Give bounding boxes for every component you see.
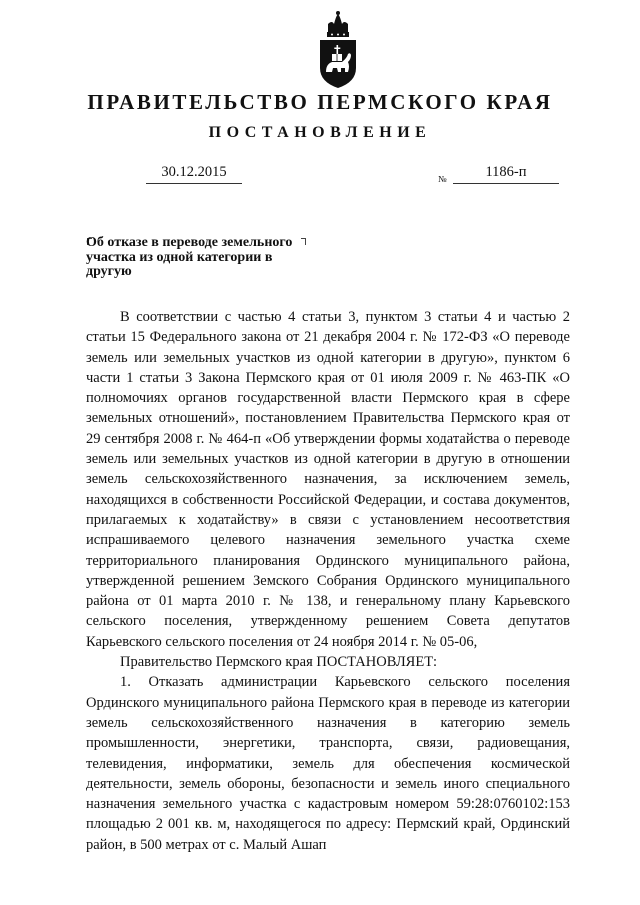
document-type: ПОСТАНОВЛЕНИЕ xyxy=(208,124,432,141)
item-1-paragraph: 1. Отказать администрации Карьевского сельского поселения Ординского муниципального района Пермского края в переводе из категории земель сельскохозяйственного назначения в категорию земель промышленности, энергетики, транспорта, связи, радиовещания, телевидения, информатики, земель для обеспечения космической деятельности, земель обороны, безопасности и земель иного специального назначения земельного участка с кадастровым номером 59:28:0760102:153 площадью 2 001 кв. м, находящегося по адресу: Пермский край, Ординский район, в 500 метрах от с. Малый Ашап xyxy=(86,674,570,853)
resolves-paragraph: Правительство Пермского края ПОСТАНОВЛЯЕТ: xyxy=(120,654,438,671)
document-date: 30.12.2015 xyxy=(146,164,242,184)
number-sign: № xyxy=(438,174,447,184)
document-subject: Об отказе в переводе земельного участка из одной категории в другую xyxy=(86,235,293,279)
document-number: 1186-п xyxy=(453,164,559,184)
coat-of-arms-icon xyxy=(314,10,362,90)
subject-corner-mark-right xyxy=(301,238,306,245)
document-body xyxy=(86,307,570,855)
government-title: ПРАВИТЕЛЬСТВО ПЕРМСКОГО КРАЯ xyxy=(87,90,553,114)
preamble-paragraph: В соответствии с частью 4 статьи 3, пунктом 3 статьи 4 и частью 2 статьи 15 Федерального закона от 21 декабря 2004 г. № 172-ФЗ «О переводе земель или земельных участков из одной категории в другую», пунктом 6 части 1 статьи 3 Закона Пермского края от 01 июля 2009 г. № 463-ПК «О полномочиях органов государственной власти Пермского края в сфере земельных отношений», постановлением Правительства Пермского края от 29 сентября 2008 г. № 464-п «Об утверждении формы ходатайства о переводе земель или земельных участков из одной категории в другую в отношении земель сельскохозяйственного назначения, за исключением земель, находящихся в собственности Российской Федерации, и состава документов, прилагаемых к ходатайству» в связи с установлением несоответствия испрашиваемого целевого назначения земельного участка схеме территориального планирования Ординского муниципального района, утвержденной решением Земского Собрания Ординского муниципального района от 01 марта 2010 г. № 138, и генеральному плану Карьевского сельского поселения, утвержденному решением Совета депутатов Карьевского сельского поселения от 24 ноября 2014 г. № 05-06, xyxy=(86,309,570,650)
